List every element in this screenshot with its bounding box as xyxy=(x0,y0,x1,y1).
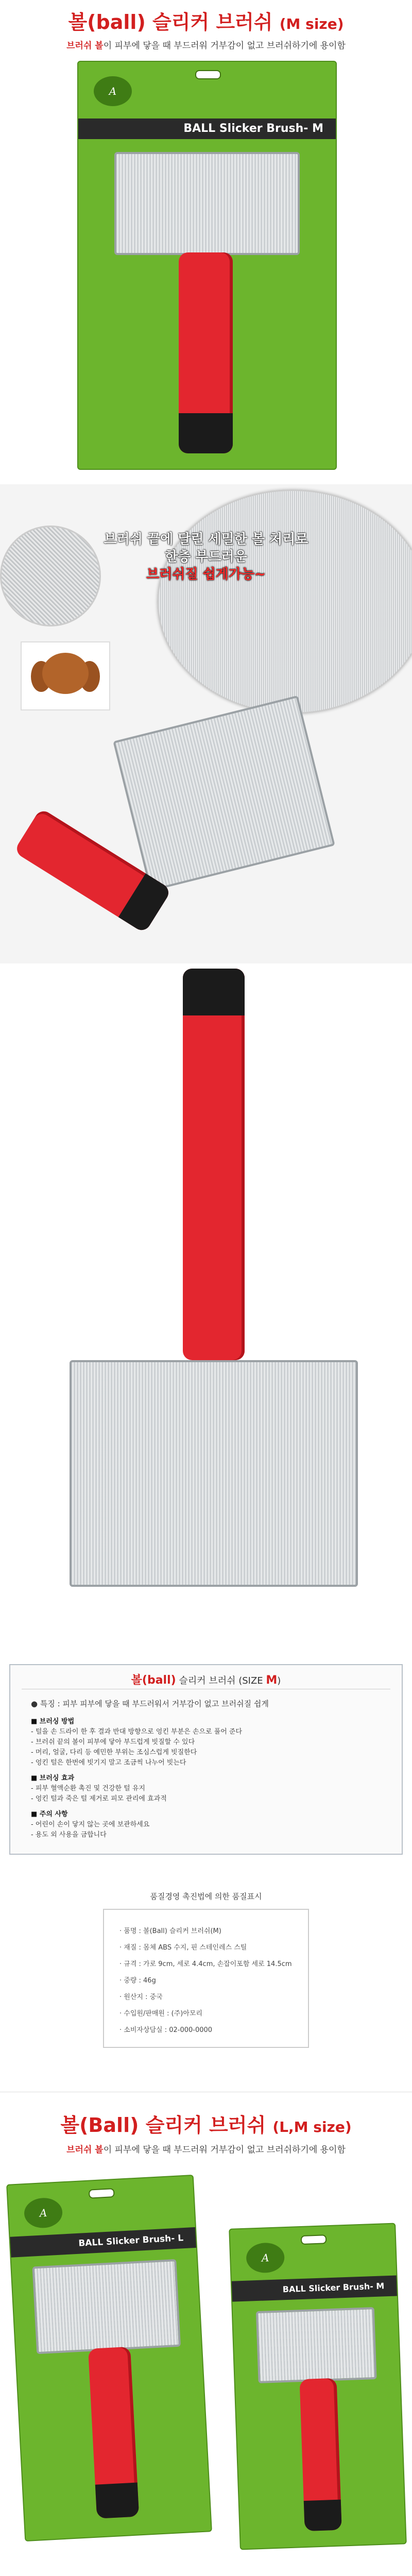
info-line: ■ 브러싱 효과 xyxy=(31,1774,75,1782)
feature-line: ● 특징 : 피부 피부에 닿을 때 부드러워서 거부감이 없고 브러쉬질 쉽게 xyxy=(31,1699,269,1708)
info-title: 볼(ball) 슬리커 브러쉬 (SIZE M) xyxy=(131,1674,281,1687)
product-tagline-lm: 브러쉬 볼이 피부에 닿을 때 부드러워 거부감이 없고 브러쉬하기에 용이함 xyxy=(66,2145,346,2155)
section-product-info xyxy=(0,1649,412,2102)
brush-head xyxy=(114,152,300,255)
brush-handle-l xyxy=(88,2347,139,2519)
info-line: - 피부 혈액순환 촉진 및 건강한 털 유지 xyxy=(31,1785,145,1792)
info-line: - 엉킨 털과 죽은 털 제거로 피모 관리에 효과적 xyxy=(31,1795,167,1803)
info-line: - 엉킨 털은 한번에 빗기지 말고 조금씩 나누어 빗는다 xyxy=(31,1759,186,1767)
handle-tip xyxy=(179,413,233,453)
spec-line: · 규격 : 가로 9cm, 세로 4.4cm, 손잡이포함 세로 14.5cm xyxy=(119,1960,292,1968)
spec-line: · 소비자상담실 : 02-000-0000 xyxy=(119,2026,213,2034)
package-label-m: BALL Slicker Brush- M xyxy=(232,2276,397,2302)
section-m-package xyxy=(0,0,412,484)
info-line: ■ 주의 사항 xyxy=(31,1810,68,1818)
quality-notice-title: 품질경영 촉진법에 의한 품질표시 xyxy=(150,1892,262,1901)
product-tagline: 브러쉬 볼이 피부에 닿을 때 부드러워 거부감이 없고 브러쉬하기에 용이함 xyxy=(66,41,346,51)
dog-photo xyxy=(21,641,110,710)
spec-line: · 수입원/판매원 : (주)아모리 xyxy=(119,2010,203,2018)
info-line: - 브러쉬 끝의 볼이 피부에 닿아 부드럽게 빗질할 수 있다 xyxy=(31,1738,195,1746)
section-lm-packages xyxy=(0,2102,412,2576)
feature-callout: 브러쉬 끝에 달린 세밀한 볼 처리로 한층 부드러운 브러쉬질 쉽게가능~ xyxy=(104,532,308,582)
brush-head-angled xyxy=(113,696,335,892)
brand-logo-icon: A xyxy=(24,2197,63,2229)
section-zoom-detail xyxy=(0,484,412,963)
section-brush-photo xyxy=(0,963,412,1649)
brand-logo-icon: A xyxy=(94,76,132,106)
zoom-detail-large xyxy=(157,489,412,714)
brush-head-upright xyxy=(70,1360,358,1587)
hang-hole xyxy=(195,70,221,79)
info-line: - 어린이 손이 닿지 않는 곳에 보관하세요 xyxy=(31,1821,150,1828)
spec-line: · 품명 : 볼(Ball) 슬리커 브러쉬(M) xyxy=(119,1927,221,1935)
package-card-m xyxy=(77,61,337,470)
package-card-l xyxy=(6,2175,212,2541)
page-title: 볼(ball) 슬리커 브러쉬 (M size) xyxy=(68,11,344,33)
info-line: - 용도 외 사용을 금합니다 xyxy=(31,1831,107,1839)
info-line: - 머리, 얼굴, 다리 등 예민한 부위는 조심스럽게 빗질한다 xyxy=(31,1749,197,1756)
spec-box xyxy=(103,1909,309,2048)
spec-line: · 중량 : 46g xyxy=(119,1977,156,1985)
brush-handle xyxy=(179,252,233,453)
brush-handle-upright xyxy=(183,969,245,1360)
section-title-lm: 볼(Ball) 슬리커 브러쉬 (L,M size) xyxy=(60,2114,352,2137)
package-label-l: BALL Slicker Brush- L xyxy=(10,2227,196,2258)
spec-line: · 재질 : 몸체 ABS 수지, 핀 스테인레스 스틸 xyxy=(119,1944,247,1952)
brush-head-l xyxy=(32,2259,181,2354)
package-label: BALL Slicker Brush- M xyxy=(78,118,336,139)
product-info-box xyxy=(9,1664,403,1855)
dog-face xyxy=(42,653,89,694)
brush-handle-m xyxy=(299,2378,341,2531)
brand-logo-icon: A xyxy=(246,2242,285,2274)
info-line: ■ 브러싱 방법 xyxy=(31,1718,75,1725)
spec-line: · 원산지 : 중국 xyxy=(119,1993,163,2001)
brush-head-m xyxy=(256,2307,377,2383)
package-card-m2 xyxy=(229,2223,407,2550)
info-line: - 털을 손 드라이 한 후 결과 반대 방향으로 엉킨 부분은 손으로 풀어 준다 xyxy=(31,1728,243,1736)
